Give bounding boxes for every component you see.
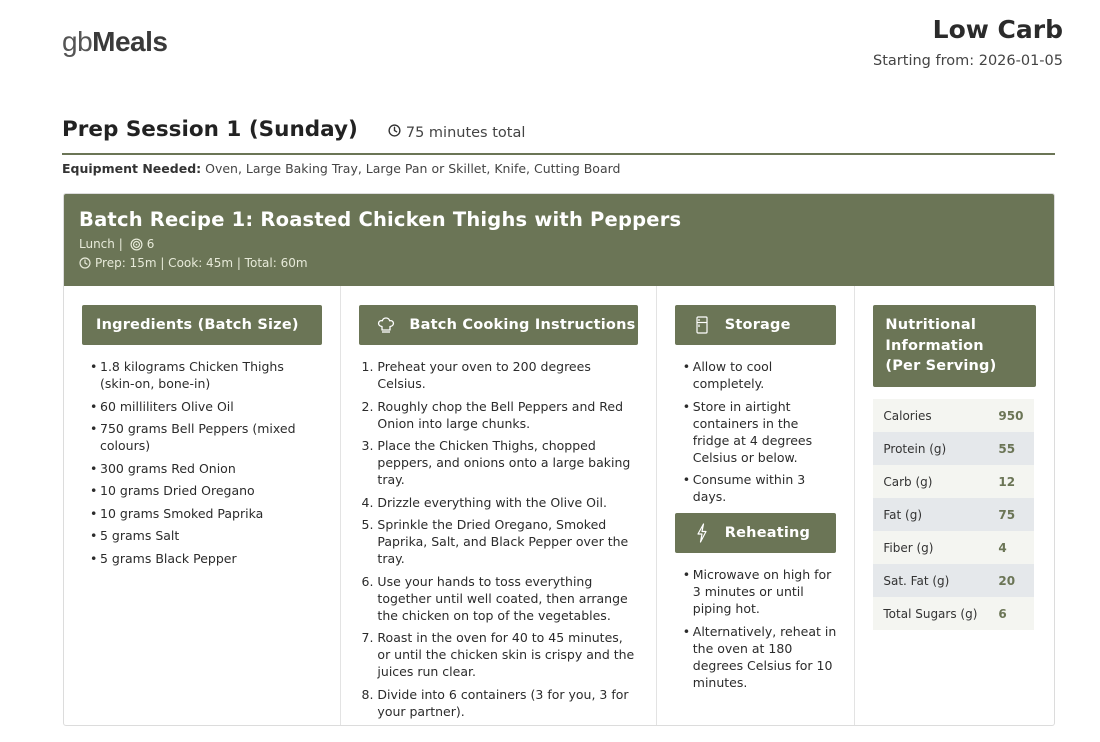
- instruction-step: 8. Divide into 6 containers (3 for you, 3 for your partner).: [377, 686, 637, 720]
- nutrition-row: [873, 399, 1034, 432]
- recipe-servings: 6: [146, 237, 155, 251]
- ingredient-item: • 1.8 kilograms Chicken Thighs (skin-on, bone-in): [90, 358, 322, 392]
- instruction-step: 3. Place the Chicken Thighs, chopped peppers, and onions onto a large baking tray.: [377, 437, 637, 488]
- plan-start-date: Starting from: 2026-01-05: [873, 53, 1063, 69]
- ingredients-list: [82, 358, 322, 567]
- nutrition-value: 55: [998, 432, 1034, 465]
- nutrition-label: Protein (g): [873, 432, 998, 465]
- recipe-meal-type: Lunch |: [79, 237, 123, 251]
- recipe-header: [64, 194, 1054, 286]
- nutrition-value: 12: [998, 465, 1034, 498]
- session-total-time: [388, 124, 526, 141]
- instruction-step: 1. Preheat your oven to 200 degrees Celsius.: [377, 358, 637, 392]
- ingredient-item: • 10 grams Smoked Paprika: [90, 505, 322, 522]
- ingredient-item: • 10 grams Dried Oregano: [90, 482, 322, 499]
- session-title: Prep Session 1 (Sunday): [62, 117, 358, 142]
- session-header: [62, 117, 1055, 155]
- storage-item: • Store in airtight containers in the fridge at 4 degrees Celsius or below.: [683, 398, 837, 466]
- fridge-icon: [689, 316, 715, 334]
- ingredient-item: • 60 milliliters Olive Oil: [90, 398, 322, 415]
- nutrition-label: Sat. Fat (g): [873, 564, 998, 597]
- equipment-line: [62, 161, 620, 176]
- recipe-times: [79, 256, 1039, 270]
- ingredient-item: • 5 grams Salt: [90, 527, 322, 544]
- nutrition-column: [855, 286, 1054, 726]
- storage-list: [675, 358, 837, 505]
- ingredient-item: • 5 grams Black Pepper: [90, 550, 322, 567]
- instruction-step: 5. Sprinkle the Dried Oregano, Smoked Paprika, Salt, and Black Pepper over the tray.: [377, 516, 637, 567]
- nutrition-row: [873, 432, 1034, 465]
- clock-icon: [79, 257, 91, 269]
- nutrition-value: 4: [998, 531, 1034, 564]
- reheating-header: [675, 513, 837, 553]
- nutrition-value: 75: [998, 498, 1034, 531]
- nutrition-row: [873, 465, 1034, 498]
- clock-icon: [388, 124, 401, 141]
- nutrition-label: Fat (g): [873, 498, 998, 531]
- recipe-times-text: Prep: 15m | Cook: 45m | Total: 60m: [95, 256, 308, 270]
- nutrition-row: [873, 531, 1034, 564]
- reheating-item: • Microwave on high for 3 minutes or until piping hot.: [683, 566, 837, 617]
- nutrition-row: [873, 498, 1034, 531]
- storage-item: • Allow to cool completely.: [683, 358, 837, 392]
- nutrition-label: Carb (g): [873, 465, 998, 498]
- recipe-meta: [79, 237, 1039, 251]
- ingredients-column: [64, 286, 341, 726]
- ingredient-item: • 300 grams Red Onion: [90, 460, 322, 477]
- nutrition-row: [873, 597, 1034, 630]
- nutrition-value: 20: [998, 564, 1034, 597]
- instruction-step: 7. Roast in the oven for 40 to 45 minutes, or until the chicken skin is crispy and the juices run clear.: [377, 629, 637, 680]
- brand-logo: [62, 26, 167, 58]
- storage-item: • Consume within 3 days.: [683, 471, 837, 505]
- nutrition-label: Fiber (g): [873, 531, 998, 564]
- instructions-heading: Batch Cooking Instructions: [409, 317, 636, 333]
- reheating-item: • Alternatively, reheat in the oven at 180 degrees Celsius for 10 minutes.: [683, 623, 837, 691]
- ingredients-heading: Ingredients (Batch Size): [82, 305, 322, 345]
- nutrition-value: 6: [998, 597, 1034, 630]
- instruction-step: 4. Drizzle everything with the Olive Oil.: [377, 494, 637, 511]
- nutrition-value: 950: [998, 399, 1034, 432]
- reheating-list: [675, 566, 837, 691]
- instructions-column: [341, 286, 656, 726]
- plan-title: Low Carb: [932, 15, 1063, 44]
- brand-prefix: gb: [62, 26, 93, 57]
- servings-icon: [130, 238, 143, 251]
- nutrition-row: [873, 564, 1034, 597]
- instructions-header: [359, 305, 637, 345]
- recipe-title: Batch Recipe 1: Roasted Chicken Thighs with Peppers: [79, 208, 682, 231]
- nutrition-label: Calories: [873, 399, 998, 432]
- recipe-card: [63, 193, 1055, 726]
- nutrition-heading: Nutritional Information (Per Serving): [873, 305, 1036, 387]
- storage-heading: Storage: [724, 317, 791, 333]
- recipe-body: [64, 286, 1054, 726]
- instruction-step: 2. Roughly chop the Bell Peppers and Red Onion into large chunks.: [377, 398, 637, 432]
- instruction-step: 6. Use your hands to toss everything together until well coated, then arrange the chicken on top of the vegetables.: [377, 573, 637, 624]
- equipment-list: Oven, Large Baking Tray, Large Pan or Skillet, Knife, Cutting Board: [205, 161, 621, 176]
- session-time-text: 75 minutes total: [405, 124, 526, 141]
- instructions-list: [359, 358, 637, 720]
- storage-column: [657, 286, 856, 726]
- brand-name: Meals: [92, 26, 168, 57]
- storage-header: [675, 305, 837, 345]
- lightning-icon: [689, 523, 715, 543]
- chef-hat-icon: [373, 315, 399, 335]
- nutrition-label: Total Sugars (g): [873, 597, 998, 630]
- equipment-label: Equipment Needed:: [62, 161, 202, 176]
- nutrition-table: [873, 399, 1034, 630]
- reheating-heading: Reheating: [724, 525, 811, 541]
- ingredient-item: • 750 grams Bell Peppers (mixed colours): [90, 420, 322, 454]
